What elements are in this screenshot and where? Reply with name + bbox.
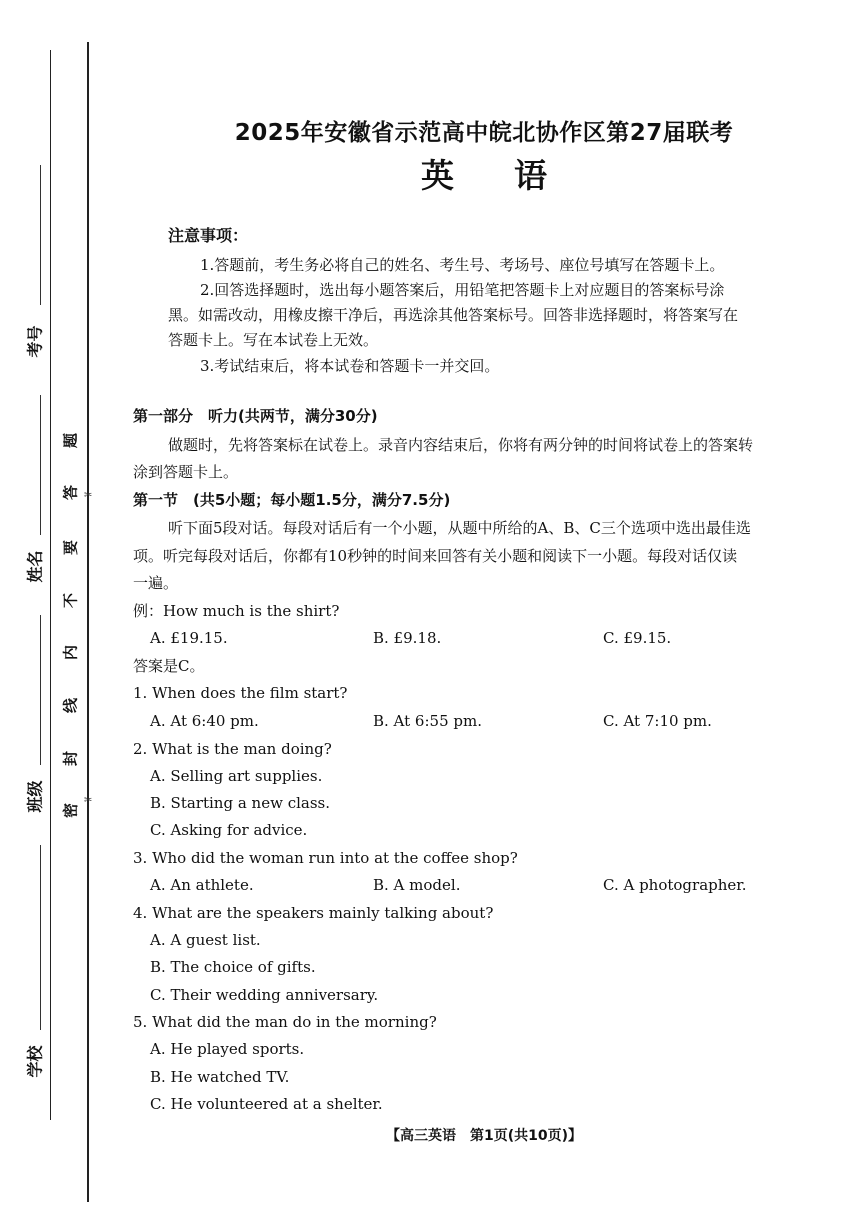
page-footer: 【高三英语 第1页(共10页)】	[385, 1128, 583, 1144]
seal-char: 题	[61, 433, 80, 449]
example-option-b: B. £9.18.	[373, 629, 442, 647]
section-1-instructions-line-2: 项。听完每段对话后，你都有10秒钟的时间来回答有关小题和阅读下一小题。每段对话仅读	[133, 547, 738, 565]
question-5-option-c: C. He volunteered at a shelter.	[150, 1095, 383, 1113]
question-4-option-c: C. Their wedding anniversary.	[150, 986, 379, 1004]
notes-item-2-line-1: 2.回答选择题时，选出每小题答案后，用铅笔把答题卡上对应题目的答案标号涂	[200, 281, 725, 299]
exam-title: 2025年安徽省示范高中皖北协作区第27届联考	[234, 120, 734, 146]
notes-item-3: 3.考试结束后，将本试卷和答题卡一并交回。	[200, 357, 500, 375]
margin-label-name: 姓名	[25, 550, 45, 583]
question-2-option-c: C. Asking for advice.	[150, 821, 308, 839]
question-5-option-a: A. He played sports.	[150, 1040, 305, 1058]
question-1-option-b: B. At 6:55 pm.	[373, 712, 482, 730]
section-1-instructions-line-1: 听下面5段对话。每段对话后有一个小题，从题中所给的A、B、C三个选项中选出最佳选	[168, 519, 751, 537]
question-1-option-c: C. At 7:10 pm.	[603, 712, 712, 730]
seal-char: 密	[61, 803, 80, 819]
margin-label-exam-no: 考号	[25, 325, 45, 358]
question-3: 3. Who did the woman run into at the coffee shop?	[133, 849, 518, 867]
part-1-heading: 第一部分 听力(共两节，满分30分)	[133, 407, 378, 425]
exam-no-blank-line	[40, 165, 41, 305]
question-3-option-b: B. A model.	[373, 876, 461, 894]
question-3-option-c: C. A photographer.	[603, 876, 747, 894]
margin-label-school: 学校	[25, 1045, 45, 1078]
question-1-option-a: A. At 6:40 pm.	[150, 712, 259, 730]
cut-mark-icon: ✂	[84, 490, 93, 501]
question-2-option-a: A. Selling art supplies.	[150, 767, 323, 785]
seal-char: 封	[61, 751, 80, 767]
class-blank-line	[40, 615, 41, 765]
question-4: 4. What are the speakers mainly talking about?	[133, 904, 494, 922]
cut-mark-icon: ✂	[84, 795, 93, 806]
example-option-a: A. £19.15.	[150, 629, 228, 647]
seal-char: 不	[61, 593, 80, 609]
margin-label-class: 班级	[25, 780, 45, 813]
part-1-instructions-line-2: 涂到答题卡上。	[133, 463, 239, 481]
seal-char: 内	[61, 645, 80, 661]
notes-item-1: 1.答题前，考生务必将自己的姓名、考生号、考场号、座位号填写在答题卡上。	[200, 256, 725, 274]
binding-line-inner	[87, 42, 89, 1202]
question-3-option-a: A. An athlete.	[150, 876, 254, 894]
example-option-c: C. £9.15.	[603, 629, 672, 647]
question-2-option-b: B. Starting a new class.	[150, 794, 330, 812]
example-question: 例：How much is the shirt?	[133, 602, 340, 620]
section-1-instructions-line-3: 一遍。	[133, 574, 179, 592]
school-blank-line	[40, 845, 41, 1030]
part-1-instructions-line-1: 做题时，先将答案标在试卷上。录音内容结束后，你将有两分钟的时间将试卷上的答案转	[168, 436, 754, 454]
notes-heading: 注意事项：	[168, 226, 249, 245]
notes-item-2-line-3: 答题卡上。写在本试卷上无效。	[168, 331, 379, 349]
section-1-heading: 第一节 (共5小题；每小题1.5分，满分7.5分)	[133, 491, 451, 509]
binding-line-outer	[50, 50, 51, 1120]
seal-char: 答	[61, 485, 80, 501]
question-5-option-b: B. He watched TV.	[150, 1068, 290, 1086]
question-4-option-b: B. The choice of gifts.	[150, 958, 316, 976]
question-4-option-a: A. A guest list.	[150, 931, 261, 949]
seal-char: 线	[61, 698, 80, 714]
question-1: 1. When does the film start?	[133, 684, 348, 702]
notes-item-2-line-2: 黑。如需改动，用橡皮擦干净后，再选涂其他答案标号。回答非选择题时，将答案写在	[168, 306, 739, 324]
question-5: 5. What did the man do in the morning?	[133, 1013, 437, 1031]
name-blank-line	[40, 395, 41, 535]
subject-title: 英语	[421, 156, 607, 195]
question-2: 2. What is the man doing?	[133, 740, 332, 758]
example-answer: 答案是C。	[133, 657, 205, 675]
seal-char: 要	[61, 540, 80, 556]
